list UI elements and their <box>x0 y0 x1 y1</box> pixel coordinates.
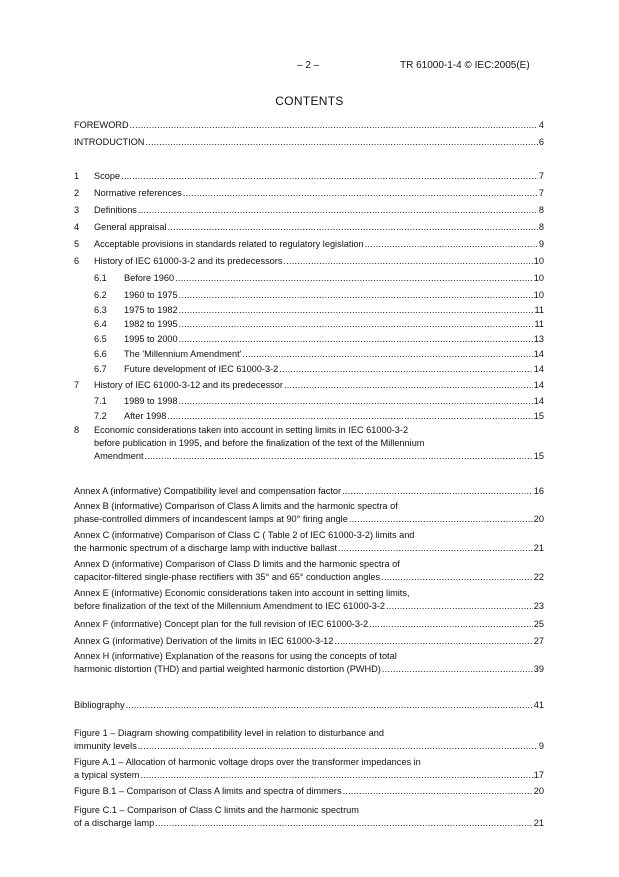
toc-entry[interactable] <box>0 543 619 554</box>
toc-entry-title-line: before publication in 1995, and before the finalization of the text of the Millennium <box>94 438 425 448</box>
toc-entry[interactable] <box>0 514 619 525</box>
toc-entry-page: 21 <box>533 818 544 828</box>
toc-entry-page: 10 <box>533 290 544 300</box>
dot-leader <box>179 319 534 330</box>
toc-entry-page: 15 <box>533 451 544 461</box>
toc-entry-number: 4 <box>74 222 80 232</box>
toc-entry-title: Acceptable provisions in standards related to regulatory legislation <box>94 239 364 249</box>
toc-entry-page: 14 <box>533 364 544 374</box>
toc-entry-page: 13 <box>533 334 544 344</box>
toc-entry-title-line: Figure A.1 – Allocation of harmonic voltage drops over the transformer impedances in <box>74 757 421 767</box>
toc-entry-page: 23 <box>533 601 544 611</box>
dot-leader <box>342 486 533 497</box>
toc-entry-page: 14 <box>533 380 544 390</box>
dot-leader <box>279 364 533 375</box>
toc-entry-title: INTRODUCTION <box>74 137 145 147</box>
toc-entry[interactable] <box>0 319 619 330</box>
toc-entry-page: 7 <box>538 188 544 198</box>
toc-entry-page: 41 <box>533 700 544 710</box>
toc-entry[interactable] <box>0 256 619 267</box>
dot-leader <box>365 239 538 250</box>
toc-entry[interactable] <box>0 486 619 497</box>
toc-entry-title-line: Annex D (informative) Comparison of Class D limits and the harmonic spectra of <box>74 559 400 569</box>
toc-entry-page: 27 <box>533 636 544 646</box>
toc-entry-title: 1982 to 1995 <box>124 319 178 329</box>
toc-entry[interactable] <box>0 664 619 675</box>
dot-leader <box>138 741 538 752</box>
toc-entry-title: a typical system <box>74 770 140 780</box>
toc-entry-title: Figure B.1 – Comparison of Class A limits and spectra of dimmers <box>74 786 342 796</box>
toc-entry[interactable] <box>0 818 619 829</box>
document-id: TR 61000-1-4 © IEC:2005(E) <box>400 60 530 71</box>
toc-entry[interactable] <box>0 120 619 131</box>
toc-entry[interactable] <box>0 205 619 216</box>
toc-entry[interactable] <box>0 741 619 752</box>
toc-entry[interactable] <box>0 770 619 781</box>
dot-leader <box>242 349 532 360</box>
toc-entry[interactable] <box>0 619 619 630</box>
toc-entry-title: the harmonic spectrum of a discharge lamp with inductive ballast <box>74 543 337 553</box>
toc-entry[interactable] <box>0 349 619 360</box>
toc-entry-page: 20 <box>533 786 544 796</box>
toc-entry-title: History of IEC 61000-3-2 and its predecessors <box>94 256 283 266</box>
dot-leader <box>283 256 532 267</box>
dot-leader <box>126 700 533 711</box>
toc-entry-title: Amendment <box>94 451 144 461</box>
toc-entry[interactable] <box>0 137 619 148</box>
toc-entry-page: 25 <box>533 619 544 629</box>
toc-entry-title: Annex A (informative) Compatibility level and compensation factor <box>74 486 342 496</box>
toc-entry-page: 8 <box>538 222 544 232</box>
page-number: – 2 – <box>297 60 320 71</box>
toc-entry[interactable] <box>0 601 619 612</box>
toc-entry[interactable] <box>0 222 619 233</box>
toc-entry-number: 6 <box>74 256 80 266</box>
dot-leader <box>179 290 533 301</box>
toc-entry-page: 8 <box>538 205 544 215</box>
toc-entry-page: 15 <box>533 411 544 421</box>
toc-entry[interactable] <box>0 364 619 375</box>
toc-entry[interactable] <box>0 305 619 316</box>
toc-entry[interactable] <box>0 396 619 407</box>
toc-entry[interactable] <box>0 290 619 301</box>
toc-entry-title: Annex G (informative) Derivation of the limits in IEC 61000-3-12 <box>74 636 334 646</box>
toc-entry-title: Bibliography <box>74 700 125 710</box>
toc-entry-title-line: Economic considerations taken into account in setting limits in IEC 61000-3-2 <box>94 425 409 435</box>
toc-entry[interactable] <box>0 636 619 647</box>
toc-entry-page: 9 <box>538 239 544 249</box>
toc-entry-title: Definitions <box>94 205 137 215</box>
toc-entry-number: 8 <box>74 425 80 435</box>
toc-entry-page: 20 <box>533 514 544 524</box>
dot-leader <box>386 601 533 612</box>
dot-leader <box>183 188 538 199</box>
toc-entry-title: 1975 to 1982 <box>124 305 178 315</box>
toc-entry-title: The 'Millennium Amendment' <box>124 349 242 359</box>
toc-entry[interactable] <box>0 239 619 250</box>
toc-entry-title: before finalization of the text of the Millennium Amendment to IEC 61000-3-2 <box>74 601 386 611</box>
toc-entry-page: 14 <box>533 349 544 359</box>
dot-leader <box>343 786 533 797</box>
toc-entry-page: 6 <box>538 137 544 147</box>
dot-leader <box>121 171 538 182</box>
dot-leader <box>179 396 533 407</box>
toc-entry-page: 39 <box>533 664 544 674</box>
dot-leader <box>145 137 537 148</box>
toc-entry-number: 5 <box>74 239 80 249</box>
toc-entry-number: 1 <box>74 171 80 181</box>
toc-entry-number: 6.4 <box>94 319 107 329</box>
toc-entry-title: capacitor-filtered single-phase rectifiers with 35° and 65° conduction angles <box>74 572 381 582</box>
dot-leader <box>349 514 533 525</box>
toc-entry-page: 9 <box>538 741 544 751</box>
toc-entry-page: 16 <box>533 486 544 496</box>
toc-entry[interactable] <box>0 572 619 583</box>
toc-entry-page: 4 <box>538 120 544 130</box>
dot-leader <box>179 334 533 345</box>
toc-entry-title: harmonic distortion (THD) and partial weighted harmonic distortion (PWHD) <box>74 664 381 674</box>
dot-leader <box>130 120 538 131</box>
toc-entry-title: phase-controlled dimmers of incandescent lamps at 90° firing angle <box>74 514 348 524</box>
toc-entry[interactable] <box>0 188 619 199</box>
toc-entry-number: 7 <box>74 380 80 390</box>
dot-leader <box>179 305 534 316</box>
toc-entry-number: 3 <box>74 205 80 215</box>
dot-leader <box>175 273 533 284</box>
toc-entry-page: 10 <box>533 273 544 283</box>
toc-entry-page: 14 <box>533 396 544 406</box>
toc-entry-title-line: Annex E (informative) Economic considerations taken into account in setting limits, <box>74 588 410 598</box>
dot-leader <box>381 572 533 583</box>
toc-entry[interactable] <box>0 380 619 391</box>
toc-entry-number: 6.6 <box>94 349 107 359</box>
dot-leader <box>155 818 533 829</box>
toc-entry-title: Before 1960 <box>124 273 175 283</box>
toc-entry-number: 6.2 <box>94 290 107 300</box>
toc-entry-title: Annex F (informative) Concept plan for the full revision of IEC 61000-3-2 <box>74 619 369 629</box>
toc-entry-page: 11 <box>534 305 544 315</box>
toc-entry[interactable] <box>0 411 619 422</box>
dot-leader <box>145 451 533 462</box>
toc-entry-title-line: Annex B (informative) Comparison of Class A limits and the harmonic spectra of <box>74 501 398 511</box>
toc-entry[interactable] <box>0 786 619 797</box>
toc-entry-title: After 1998 <box>124 411 167 421</box>
toc-entry-title: General appraisal <box>94 222 167 232</box>
toc-entry[interactable] <box>0 171 619 182</box>
toc-entry-page: 21 <box>533 543 544 553</box>
toc-entry-number: 6.3 <box>94 305 107 315</box>
dot-leader <box>284 380 533 391</box>
toc-entry-number: 6.5 <box>94 334 107 344</box>
toc-entry-title-line: Figure 1 – Diagram showing compatibility level in relation to disturbance and <box>74 728 384 738</box>
dot-leader <box>382 664 533 675</box>
toc-entry-number: 7.2 <box>94 411 107 421</box>
toc-entry-page: 11 <box>534 319 544 329</box>
dot-leader <box>338 543 533 554</box>
toc-entry-title: of a discharge lamp <box>74 818 155 828</box>
toc-entry-title-line: Figure C.1 – Comparison of Class C limits and the harmonic spectrum <box>74 805 359 815</box>
toc-entry-title: Future development of IEC 61000-3-2 <box>124 364 279 374</box>
toc-entry[interactable] <box>0 273 619 284</box>
toc-entry-title: Normative references <box>94 188 182 198</box>
toc-entry-title-line: Annex C (informative) Comparison of Class C ( Table 2 of IEC 61000-3-2) limits and <box>74 530 415 540</box>
toc-entry[interactable] <box>0 334 619 345</box>
toc-entry-number: 6.1 <box>94 273 107 283</box>
dot-leader <box>168 222 538 233</box>
toc-entry-title-line: Annex H (informative) Explanation of the reasons for using the concepts of total <box>74 651 397 661</box>
toc-entry-number: 2 <box>74 188 80 198</box>
toc-entry[interactable] <box>0 451 619 462</box>
toc-entry-page: 10 <box>533 256 544 266</box>
toc-entry[interactable] <box>0 700 619 711</box>
toc-entry-title: 1989 to 1998 <box>124 396 178 406</box>
toc-entry-title: Scope <box>94 171 121 181</box>
dot-leader <box>140 770 532 781</box>
toc-entry-title: immunity levels <box>74 741 137 751</box>
toc-entry-page: 22 <box>533 572 544 582</box>
toc-entry-title: 1960 to 1975 <box>124 290 178 300</box>
dot-leader <box>167 411 532 422</box>
toc-entry-number: 6.7 <box>94 364 107 374</box>
toc-entry-title: 1995 to 2000 <box>124 334 178 344</box>
toc-entry-number: 7.1 <box>94 396 107 406</box>
toc-entry-page: 7 <box>538 171 544 181</box>
dot-leader <box>138 205 538 216</box>
toc-entry-page: 17 <box>533 770 544 780</box>
toc-entry-title: FOREWORD <box>74 120 129 130</box>
dot-leader <box>334 636 532 647</box>
toc-entry-title: History of IEC 61000-3-12 and its predecessor <box>94 380 283 390</box>
contents-title: CONTENTS <box>275 94 344 108</box>
dot-leader <box>369 619 533 630</box>
